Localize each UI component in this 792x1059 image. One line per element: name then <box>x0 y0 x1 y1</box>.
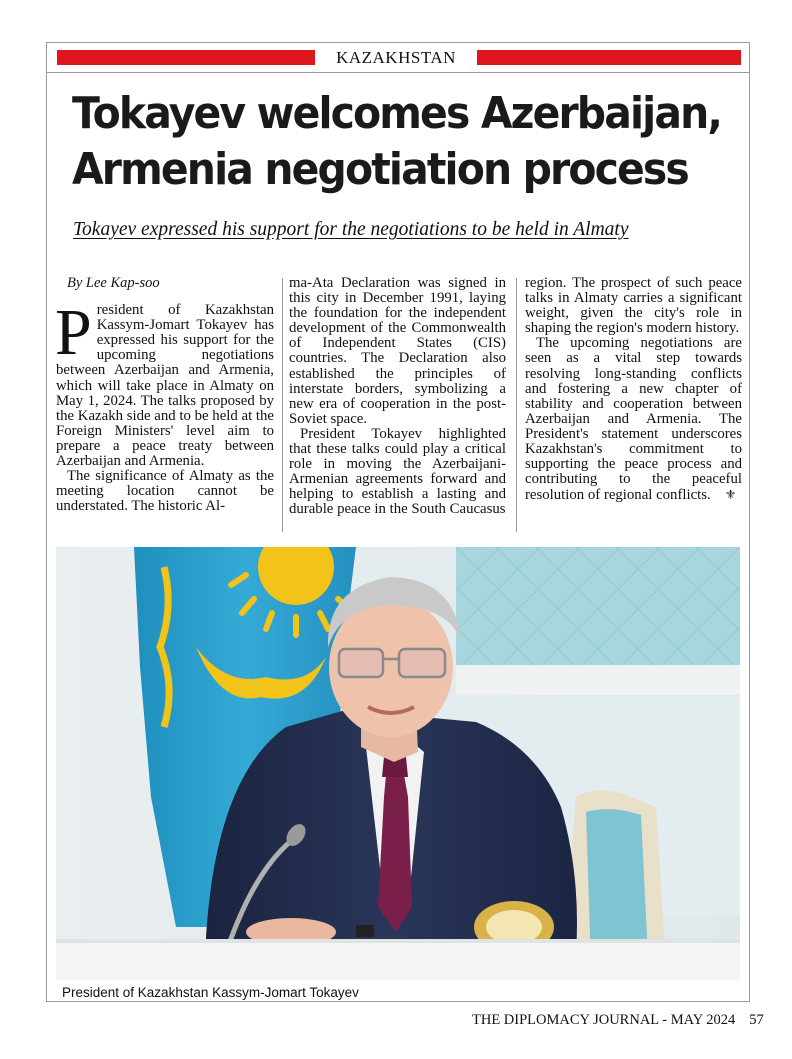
publication-name: THE DIPLOMACY JOURNAL - MAY 2024 <box>472 1012 736 1028</box>
desk-edge <box>56 939 740 943</box>
paragraph: region. The prospect of such peace talks in Almaty carries a significant weight, given the city's role in shaping the region's modern history. <box>525 275 742 337</box>
article-photo <box>56 547 740 980</box>
page-footer <box>472 1012 764 1029</box>
header-rule <box>47 72 749 73</box>
paragraph <box>525 336 742 503</box>
article-body <box>56 276 744 536</box>
lead-paragraph <box>55 296 274 470</box>
section-bar-right <box>477 50 741 65</box>
person-watch <box>356 925 374 937</box>
end-of-article-ornament-icon: ⚜ <box>724 487 737 503</box>
headline-line-2: Armenia negotiation process <box>72 144 688 195</box>
drop-cap: P <box>55 296 92 370</box>
photo-caption: President of Kazakhstan Kassym-Jomart Tokayev <box>62 985 359 1000</box>
page-number: 57 <box>749 1012 764 1028</box>
byline: By Lee Kap-soo <box>67 275 160 291</box>
desk <box>56 939 740 980</box>
headline-line-1: Tokayev welcomes Azerbaijan, <box>72 88 722 139</box>
paragraph: The significance of Almaty as the meeting location cannot be understated. The historic Al- <box>56 468 274 515</box>
subheadline: Tokayev expressed his support for the negotiations to be held in Almaty <box>73 219 629 240</box>
headline <box>72 86 722 198</box>
column-1 <box>56 276 274 514</box>
wall-molding <box>456 665 740 695</box>
section-header <box>57 47 741 69</box>
closing-text: The upcoming negotiations are seen as a vital step towards resolving long-standing conflicts and fostering a new chapter of stability and cooperation between Azerbaijan and Armenia. The President's statement underscores Kazakhstan's commitment to supporting the peace process and contributing to the peaceful resolution of regional conflicts. <box>525 335 742 504</box>
paragraph: ma-Ata Declaration was signed in this city in December 1991, laying the foundation for the independent development of the Commonwealth of Independent States (CIS) countries. The Declaration also established the principles of interstate borders, symbolizing a new era of cooperation in the post-Soviet space. <box>289 275 506 427</box>
clock-face <box>486 910 542 944</box>
photo-illustration <box>56 547 740 980</box>
column-rule <box>282 278 283 532</box>
column-2 <box>289 276 506 518</box>
section-label: KAZAKHSTAN <box>336 48 456 67</box>
column-3 <box>525 276 742 503</box>
paragraph: President Tokayev highlighted that these talks could play a critical role in moving the Azerbaijani-Armenian agreements forward and helping to establish a lasting and durable peace in the South Caucasus <box>289 425 506 518</box>
column-rule <box>516 278 517 532</box>
lead-text: resident of Kazakhstan Kassym-Jomart Tokayev has expressed his support for the upcoming negotiations between Azerbaijan and Armenia, which will take place in Almaty on May 1, 2024. The talks proposed by the Kazakh side and to be held at the Foreign Ministers' level aim to prepare a peace treaty between Azerbaijan and Armenia. <box>56 302 274 470</box>
section-bar-left <box>57 50 315 65</box>
